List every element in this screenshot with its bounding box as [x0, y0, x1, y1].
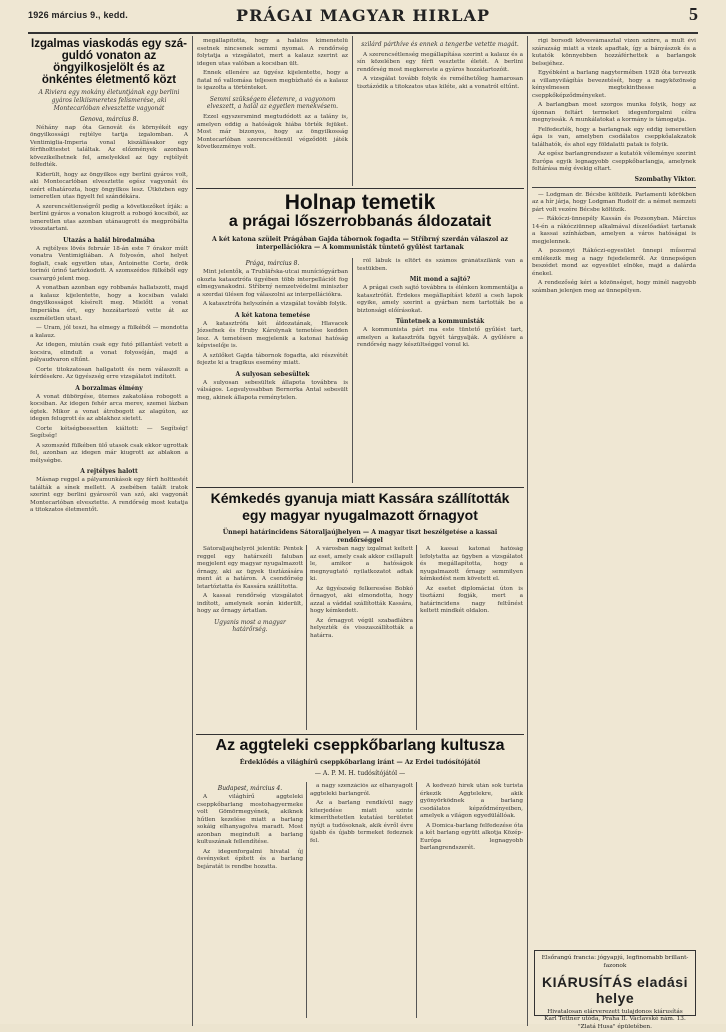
- section-subhead: A rejtélyes halott: [80, 468, 138, 476]
- quote-highlight: szilárd párthíve és ennek a tengerbe vetette magát.: [361, 41, 519, 48]
- column-rule: [416, 782, 417, 1018]
- article-dateline: Prága, március 8.: [245, 260, 300, 267]
- kemkedes-col-1: [197, 546, 303, 730]
- paragraph: A barlangban most szorgos munka folyik, hogy az újonnan feltárt termeket idegenforgalmi célra megnyissák. A munkálatokat a kormány is támogatja.: [532, 102, 696, 124]
- paragraph: A világhírű aggteleki cseppkőbarlang mostohagyermeke volt Gömörmegyének, akiknek hűtlen kezelése miatt a barlang sokáig elhanyagolva maradt. Most azonban megindult a barlang kultuszának fellendítése.: [197, 794, 303, 846]
- column-rule: [352, 36, 353, 186]
- holnap-headline: Holnap temetik: [284, 191, 436, 214]
- article-headline: Izgalmas viaskodás egy szá-guldó vonaton az öngyilkosjelölt és az önkéntes életmentő közt: [31, 38, 187, 87]
- paragraph: Ezzel egyszersmind megtudódott az a talány is, amelyen eddig a hatóságok hiába törték fejüket. Most már bizonyos, hogy az öngyilkosság Montecarlóban szerencsétlenül végződött játék következménye volt.: [197, 114, 348, 151]
- paragraph: A városban nagy izgalmat keltett az eset, amely csak akkor csillapult le, amikor a hatóságok megnyugtató nyilatkozatot adtak ki.: [310, 546, 413, 583]
- column-rule: [306, 545, 307, 730]
- kemkedes-byline: Ünnepi határincidens Sátoraljaújhelyen — A magyar tiszt beszélgetése a kassai rendőrséggel: [222, 529, 498, 544]
- paragraph: A pozsonyi Rákóczi-egyesület ünnepi műsorral emlékezik meg a nagy fejedelemről. Az ünnepségen beszédet mond az egyesület elnöke, majd a dalárda énekel.: [532, 248, 696, 277]
- aggtelek-col-2: [310, 783, 413, 1018]
- quote-highlight: Semmi szükségem életemre, a vagyonom elveszett, a halál az egyetlen menekvésem.: [206, 95, 339, 111]
- paragraph: Corte kétségbeesetten kiáltott: — Segítség! Segítség!: [30, 425, 188, 440]
- section-subhead: Utazás a halál birodalmába: [63, 236, 155, 244]
- issue-date: 1926 március 9., kedd.: [28, 10, 128, 20]
- paragraph: Az őrnagyot végül szabadlábra helyezték és visszaszállították a határra.: [310, 617, 413, 639]
- section-subhead: A két katona temetése: [234, 311, 311, 319]
- aggtelek-col-1: [197, 783, 303, 1018]
- paragraph: A szerencsétlenség megállapítása szerint a kalauz és a sín közelében egy férfi vesztette életét. A berlini rendőrség most megkereste a gyáros hozzátartozóit.: [357, 51, 523, 73]
- column-rule: [306, 782, 307, 1018]
- paragraph: megállapította, hogy a halálos kimenetelű esetnek nincsenek semmi nyomai. A rendőrség folytatja a vizsgálatot, mert a kalauz szerint az idegen utas valóban a kocsiban ült.: [197, 38, 348, 67]
- section-subhead: A sulyosan sebesültek: [235, 370, 310, 378]
- aggtelek-col-3: [420, 783, 523, 1018]
- holnap-byline: A két katona szüleit Prágában Gajda tábornok fogadta — Stříbrný szerdán válaszol az interpellációkra — A kommunisták tüntető gyűlést tartanak: [211, 236, 509, 251]
- divider: [532, 187, 696, 188]
- paragraph: A kedvező hírek után sok turista érkezik Aggtelekre, akik gyönyörködnek a barlang csodálatos képződményeiben, amelyek a világon egyedülállóak.: [420, 783, 523, 820]
- advertisement: [534, 950, 696, 1031]
- quote-highlight: Ugyanis most a magyar határőrség.: [214, 618, 286, 634]
- paragraph: Az idegen, miután csak egy futó pillantást vetett a kocsira, elindult a vonat folyosóján, majd a pályaudvaron eltűnt.: [30, 342, 188, 364]
- masthead-title: PRÁGAI MAGYAR HIRLAP: [236, 6, 490, 25]
- paragraph: ról lábuk is eltört és számos gránátszilánk van a testükben.: [357, 258, 523, 272]
- holnap-col-2: [357, 258, 523, 483]
- column-4: [532, 38, 696, 946]
- column-1: [30, 38, 188, 1018]
- paragraph: A vonatban azonban egy robbanás hallatszott, majd a kalauz kijelentette, hogy a kocsiban valaki öngyilkosságot kísérelt meg. Mielőtt a vonat Imperiába ért, egy hozzátartozó vette át az eszméletlen utast.: [30, 285, 188, 322]
- paragraph: A kommunista párt ma este tüntető gyűlést tart, amelyen a katasztrófa ügyét tárgyalják. A gyűlésre a rendőrség nagy készültséggel vonul ki.: [357, 327, 523, 349]
- paragraph: Corte titokzatosan hallgatott és nem válaszolt a kérdésekre. Az ügyészség erre vizsgálatot indított.: [30, 366, 188, 381]
- paragraph: Kiderült, hogy az öngyilkos egy berlini gyáros volt, aki Montecarlóban elvesztette egész vagyonát és ezért elhatározta, hogy öngyilkos lesz. Útközben egy ismeretlen utas figyelt fel szándékára.: [30, 171, 188, 201]
- paragraph: Néhány nap óta Genovát és környékét egy öngyilkossági rejtélye tartja izgalomban. A Ventimiglia-Imperia vonal kiszállásakor egy férfiholttestet találtak. Az előzmények azonban kövezikelhetnek fel, amelyekkel az ügy rejtélyét felfedték.: [30, 124, 188, 169]
- author-signature: Szombathy Viktor.: [634, 175, 696, 183]
- kemkedes-headline: Kémkedés gyanuja miatt Kassára szállították: [210, 490, 510, 506]
- paragraph: A kassai rendőrség vizsgálatot indított, amelynek során kiderült, hogy az őrnagy ártatlan.: [197, 593, 303, 615]
- column-rule: [192, 36, 193, 1026]
- kemkedes-headline-2: egy magyar nyugalmazott őrnagyot: [242, 507, 478, 523]
- aggtelek-byline: Érdeklődés a világhírű cseppkőbarlang iránt — Az Erdei tudósítójától: [239, 759, 481, 766]
- paragraph: Másnap reggel a pályamunkások egy férfi holttestét találták a sínek mellett. A zsebében talált iratok szerint egy berlini gyárosról van szó, aki vagyonát Montecarlóban elvesztette. A rendőrség most kutatja a titokzatos életmentőt.: [30, 477, 188, 514]
- holnap-headline-2: a prágai lőszerrobbanás áldozatait: [228, 213, 492, 230]
- paragraph: Az esetet diplomáciai úton is tisztázni fogják, mert a határincidens nagy feltűnést keltett mindkét oldalon.: [420, 585, 523, 615]
- paragraph: Az ügyészség felkeresése Bobkó őrnagyot, aki elmondotta, hogy azzal a váddal szállították Kassára, hogy kémkedett.: [310, 585, 413, 615]
- article-subtitle: A Riviera egy mokány életuntjának egy berlini gyáros lelkiismeretes felismerése, aki Montecarlóban elvesztette vagyonát: [38, 89, 180, 112]
- paragraph: A katasztrófa helyszínén a vizsgálat tovább folyik.: [203, 301, 347, 308]
- paragraph: Az egész barlangrendszer a kutatók véleménye szerint Európa egyik legnagyobb cseppkőbarlangja, amelynek feltárása még évekig eltart.: [532, 151, 696, 173]
- paragraph: A szomszéd fülkében ülő utasok csak ekkor ugrottak fel, azonban az idegen már kiugrott az ablakon a mélységbe.: [30, 442, 188, 464]
- paragraph: Ennek ellenére az ügyész kijelentette, hogy a fiatal nő vallomása teljesen megbízható és a kalauz is igazolta a történteket.: [197, 70, 348, 92]
- paragraph: A kassai katonai hatóság lefolytatta az ügyben a vizsgálatot és megállapította, hogy a nyugalmazott őrnagy semmilyen kémkedést nem követett el.: [420, 546, 523, 583]
- aggtelek-headline: Az aggteleki cseppkőbarlang kultusza: [215, 737, 505, 754]
- paragraph: A vonat dübörgése, ütemes zakatolása robogott a kocsiban. Az idegen fehér arca merev, szemei lázban égtek. Mikor a vonat átrobogott az alagúton, az idegen felugrott és az ablakhoz sietett.: [30, 393, 188, 423]
- paragraph: A szülőket Gajda tábornok fogadta, aki részvétét fejezte ki a tragikus esemény miatt.: [197, 352, 348, 367]
- column-3-top: [357, 38, 523, 184]
- paragraph: Felfedezték, hogy a barlangnak egy eddig ismeretlen ága is van, amelyben csodálatos cseppkőalakzatok találhatók, és ahol egy földalatti patak is folyik.: [532, 126, 696, 148]
- section-subhead: Mit mond a sajtó?: [409, 276, 471, 284]
- divider: [196, 734, 524, 735]
- paragraph: A rejtélyes lövés február 18-án este 7 órakor múlt vonatra Ventimigliában. A folyosón, ahol helyet foglalt, csak egyetlen utas, Antoinette Corte, örök torinói úrinő tartózkodott. A szomszédos fülkéből egy csavargó jelent meg.: [30, 245, 188, 282]
- paragraph: Az idegenforgalmi hivatal új ösvényeket épített és a barlang bejáratát is rendbe hozatta.: [197, 848, 303, 870]
- page-header: [28, 6, 698, 34]
- paragraph: A Domica-barlang felfedezése óta a két barlang együtt alkotja Közép-Európa legnagyobb barlangrendszerét.: [420, 822, 523, 852]
- aggtelek-author: — A. P. M. H. tudósítójától —: [314, 770, 406, 777]
- kemkedes-col-2: [310, 546, 413, 730]
- paragraph: A sulyosan sebesültek állapota továbbra is válságos. Legsulyosabban Bernorka Antal sebesült meg, akinek állapota reménytelen.: [197, 379, 348, 401]
- ad-line: Karl Tettner utóda, Praha II. Václavské nám. 13. "Zlatá Husa" épületében.: [544, 1016, 686, 1031]
- paragraph: Az a barlang rendkívül nagy kiterjedése miatt szinte kimeríthetetlen kutatási területet nyújt a tudósoknak, akik évről évre újabb és újabb termeket fedeznek fel.: [310, 800, 413, 844]
- section-subhead: Tüntetnek a kommunisták: [395, 318, 485, 326]
- paragraph: A katasztrófa két áldozatának, Hlavacek Józsefnek és Hruby Károlynak temetése kedden lesz. A temetésen megjelenik a katonai hatóság képviselője is.: [197, 320, 348, 350]
- article-dateline: Genova, március 8.: [79, 115, 139, 123]
- ad-line: Hivatalosan elárverezett tulajdonos kiárusítás: [547, 1008, 683, 1015]
- ad-headline: KIÁRUSÍTÁS eladási helye: [542, 973, 688, 1006]
- holnap-col-1: [197, 258, 348, 483]
- column-rule: [527, 36, 528, 1026]
- paragraph: Mint jelentők, a Trubläřska-utcai muníciógyárban okozta katasztrófa ügyében több interpellációt fog elmegyanakodni. Stříbrný nemzetvédelmi miniszter a szerdai ülésen fog válaszolni az interpellációkra.: [197, 269, 348, 298]
- paragraph: A vizsgálat tovább folyik és remélhetőleg hamarosan tisztázódik a titokzatos utas kiléte, aki a vonatról eltűnt.: [357, 76, 523, 90]
- kemkedes-col-3: [420, 546, 523, 730]
- paragraph: Sátoraljaújhelyről jelentik: Péntek reggel egy határszéli faluban megjelent egy magyar nyugalmazott őrnagy, aki az ügyek tisztázására ment át a határon. A csendőrség letartóztatta és Kassára szállította.: [197, 546, 303, 590]
- article-dateline: Budapest, március 4.: [217, 785, 283, 792]
- paragraph: rigi borsodi kövesvámasztal vizen szinre, a mult évi szárazság miatt a vizek apadtak, így a bányászok és a kutatók könnyebben hozzáférhettek a barlangok belsejéhez.: [532, 38, 696, 67]
- paragraph: A rendezőség kéri a közönséget, hogy minél nagyobb számban jelenjen meg az ünnepélyen.: [532, 280, 696, 294]
- section-subhead: A borzalmas élmény: [75, 384, 143, 392]
- paragraph: a nagy szenzációs az elhanyagolt aggteleki barlangról.: [310, 783, 413, 797]
- paragraph: A szerencsétlenségről pedig a következőket írják: a berlini gyáros a vonaton kiugrott a robogó kocsiból, az ismeretlen utas azonban utánaugrott és megpróbálta visszatartani.: [30, 203, 188, 233]
- news-item: — Lodgman dr. Bécsbe költözik. Parlamenti körökben az a hír járja, hogy Lodgman Rudolf dr. a német nemzeti párt volt vezére Bécsbe költözik.: [532, 191, 696, 213]
- ad-line: Elsőrangú francia: jógyapjú, legfinomabb brillant-fazonok: [541, 955, 689, 969]
- paragraph: — Uram, jól teszi, ha elmegy a fülkéből — mondotta a kalauz.: [30, 325, 188, 339]
- news-item: — Rákóczi-ünnepély Kassán és Pozsonyban. Március 14-én a rákócziünnep alkalmával díszelőadást tartanak a kassai színházban, amelyen a város hatóságai is megjelennek.: [532, 216, 696, 245]
- column-rule: [416, 545, 417, 730]
- column-2-top: [197, 38, 348, 184]
- divider: [196, 487, 524, 488]
- divider: [196, 188, 524, 189]
- page-number: 5: [689, 4, 698, 24]
- paragraph: A prágai cseh sajtó továbbra is élénken kommentálja a katasztrófát. Érdekes megállapítást közöl a cseh lapok egyike, amely szerint a gyárban nem tartották be a biztonsági előírásokat.: [357, 285, 523, 314]
- paragraph: Egyébként a barlang nagytermében 1928 óta tervezik a villanyvilágítás bevezetését, hogy a nagyközönség kényelmesen megtekinthesse a cseppkőképződményeket.: [532, 70, 696, 99]
- column-rule: [352, 258, 353, 483]
